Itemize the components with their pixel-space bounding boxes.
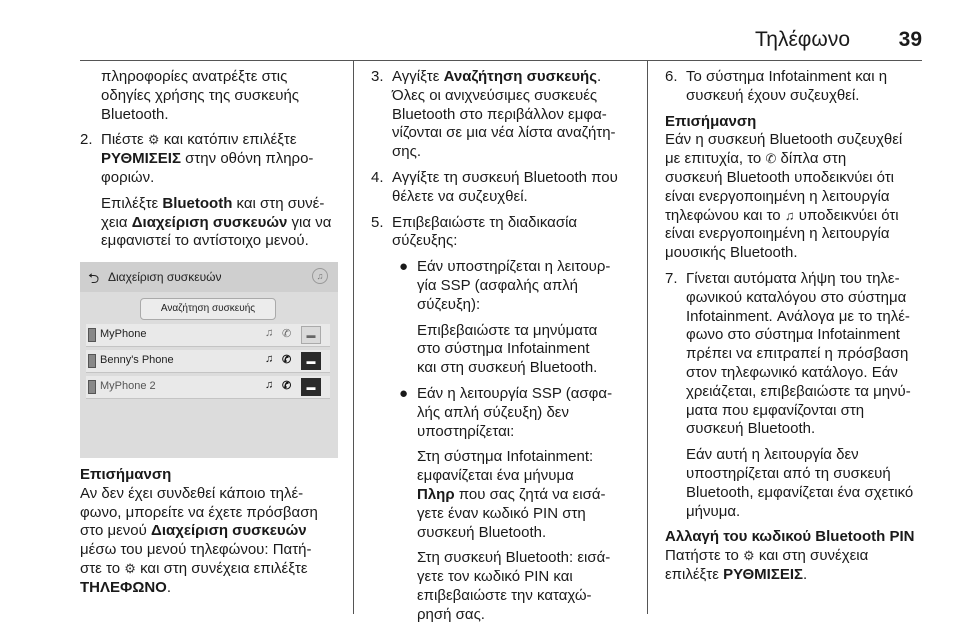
screen-title-bar	[80, 262, 338, 292]
music-icon: ♫	[265, 327, 274, 339]
column-middle	[371, 68, 641, 632]
running-title: Τηλέφωνο	[754, 28, 850, 51]
phone-icon: ✆	[282, 354, 292, 366]
step-2-detail: Επιλέξτε Bluetooth και στη συνέ- χεια Διαχείριση συσκευών για να εμφανιστεί το αντίστοιχο μενού.	[101, 194, 332, 250]
device-row: MyPhone 2 ♫ ✆ ▬	[86, 376, 330, 399]
page-number: 39	[898, 28, 922, 51]
step-continuation: πληροφορίες ανατρέξτε στις οδηγίες χρήσης της συσκευής Bluetooth.	[101, 68, 300, 123]
column-right	[665, 68, 933, 592]
bullet-ssp-supported: ● Εάν υποστηρίζεται η λειτουρ- γία SSP (ασφαλής απλή σύζευξη):	[399, 258, 611, 313]
search-device-button: Αναζήτηση συσκευής	[140, 298, 276, 320]
settings-icon: ⚙	[147, 132, 160, 148]
screen-title: Διαχείριση συσκευών	[108, 270, 222, 284]
header-rule	[80, 60, 922, 61]
device-row: MyPhone ♫ ✆ ▬	[86, 324, 330, 347]
column-divider	[647, 60, 648, 614]
delete-icon: ▬	[301, 352, 321, 370]
phone-device-icon	[88, 328, 96, 342]
column-left	[80, 68, 344, 258]
step-3: 3. Αγγίξτε Αναζήτηση συσκευής. Όλες οι ανιχνεύσιμες συσκευές Bluetooth στο περιβάλλον εμφα- νίζονται σε μια νέα λίστα αναζήτη- σης.	[371, 68, 616, 161]
phone-icon: ✆	[282, 380, 292, 392]
bullet-detail: Στη συσκευή Bluetooth: εισά- γετε τον κωδικό PIN και επιβεβαιώστε την καταχώ- ρησή σας.	[417, 549, 611, 623]
bullet-icon: ●	[399, 384, 409, 402]
step-2: 2. Πιέστε ⚙ και κατόπιν επιλέξτε ΡΥΘΜΙΣΕΙΣ στην οθόνη πληρο- φοριών.	[80, 131, 314, 186]
step-4: 4. Αγγίξτε τη συσκευή Bluetooth που θέλετε να συζευχθεί.	[371, 168, 618, 205]
music-icon: ♫	[265, 379, 274, 391]
device-management-screenshot	[80, 262, 338, 458]
note-title: Επισήμανση	[80, 466, 172, 483]
phone-device-icon	[88, 354, 96, 368]
page-header	[0, 0, 960, 60]
bullet-ssp-unsupported: ● Εάν η λειτουργία SSP (ασφα- λής απλή σύζευξη) δεν υποστηρίζεται:	[399, 384, 613, 440]
back-arrow-icon: ⮌	[88, 270, 100, 286]
step-5: 5. Επιβεβαιώστε τη διαδικασία σύζευξης:	[371, 213, 578, 250]
note-text: Αν δεν έχει συνδεθεί κάποιο τηλέ- φωνο, μπορείτε να έχετε πρόσβαση στο μενού Διαχείριση συσκευών μέσω του μενού τηλεφώνου: Πατή- στε το ⚙ και στη συνέχεια επιλέξτε ΤΗΛΕΦΩΝΟ.	[80, 484, 318, 596]
section-text: Πατήστε το ⚙ και στη συνέχεια επιλέξτε ΡΥΘΜΙΣΕΙΣ.	[665, 547, 869, 583]
delete-icon: ▬	[301, 326, 321, 344]
section-heading: Αλλαγή του κωδικού Bluetooth PIN	[665, 528, 915, 546]
delete-icon: ▬	[301, 378, 321, 396]
phone-icon: ✆	[282, 328, 292, 340]
bullet-icon: ●	[399, 258, 409, 276]
music-icon: ♫	[784, 207, 795, 223]
note-text: Εάν η συσκευή Bluetooth συζευχθεί με επιτυχία, το ✆ δίπλα στη συσκευή Bluetooth υποδεικνύει ότι είναι ενεργοποιημένη η λειτουργία τηλεφώνου και το ♫ υποδεικνύει ότι είναι ενεργοποιημένη η λειτουργία μουσικής Bluetooth.	[665, 131, 903, 262]
phone-device-icon	[88, 380, 96, 394]
step-7-detail: Εάν αυτή η λειτουργία δεν υποστηρίζεται από τη συσκευή Bluetooth, εμφανίζεται ένα σχετικό μήνυμα.	[686, 446, 914, 520]
bullet-detail: Στη σύστημα Infotainment: εμφανίζεται ένα μήνυμα Πληρ που σας ζητά να εισά- γετε έναν κωδικό PIN στη συσκευή Bluetooth.	[417, 448, 606, 541]
settings-icon: ⚙	[743, 548, 755, 564]
settings-icon: ⚙	[124, 560, 136, 576]
bullet-detail: Επιβεβαιώστε τα μηνύματα στο σύστημα Infotainment και στη συσκευή Bluetooth.	[417, 321, 598, 377]
step-6: 6. Το σύστημα Infotainment και η συσκευή έχουν συζευχθεί.	[665, 68, 888, 104]
note-title: Επισήμανση	[665, 112, 757, 130]
device-row: Benny's Phone ♫ ✆ ▬	[86, 350, 330, 373]
music-icon: ♫	[265, 353, 274, 365]
favorite-icon: ♫	[312, 268, 328, 284]
note-box	[80, 466, 348, 605]
column-divider	[353, 60, 354, 614]
phone-icon: ✆	[765, 151, 777, 167]
step-7: 7. Γίνεται αυτόματα λήψη του τηλε- φωνικού καταλόγου στο σύστημα Infotainment. Ανάλογα με το τηλέ- φωνο στο σύστημα Infotainment πρέπει να επιτραπεί η πρόσβαση στον τηλεφωνικό κατάλογο. Εάν χρειάζεται, επιβεβαιώστε τα μηνύ- ματα που εμφανίζονται στη συσκευή Bluetooth.	[665, 269, 911, 438]
